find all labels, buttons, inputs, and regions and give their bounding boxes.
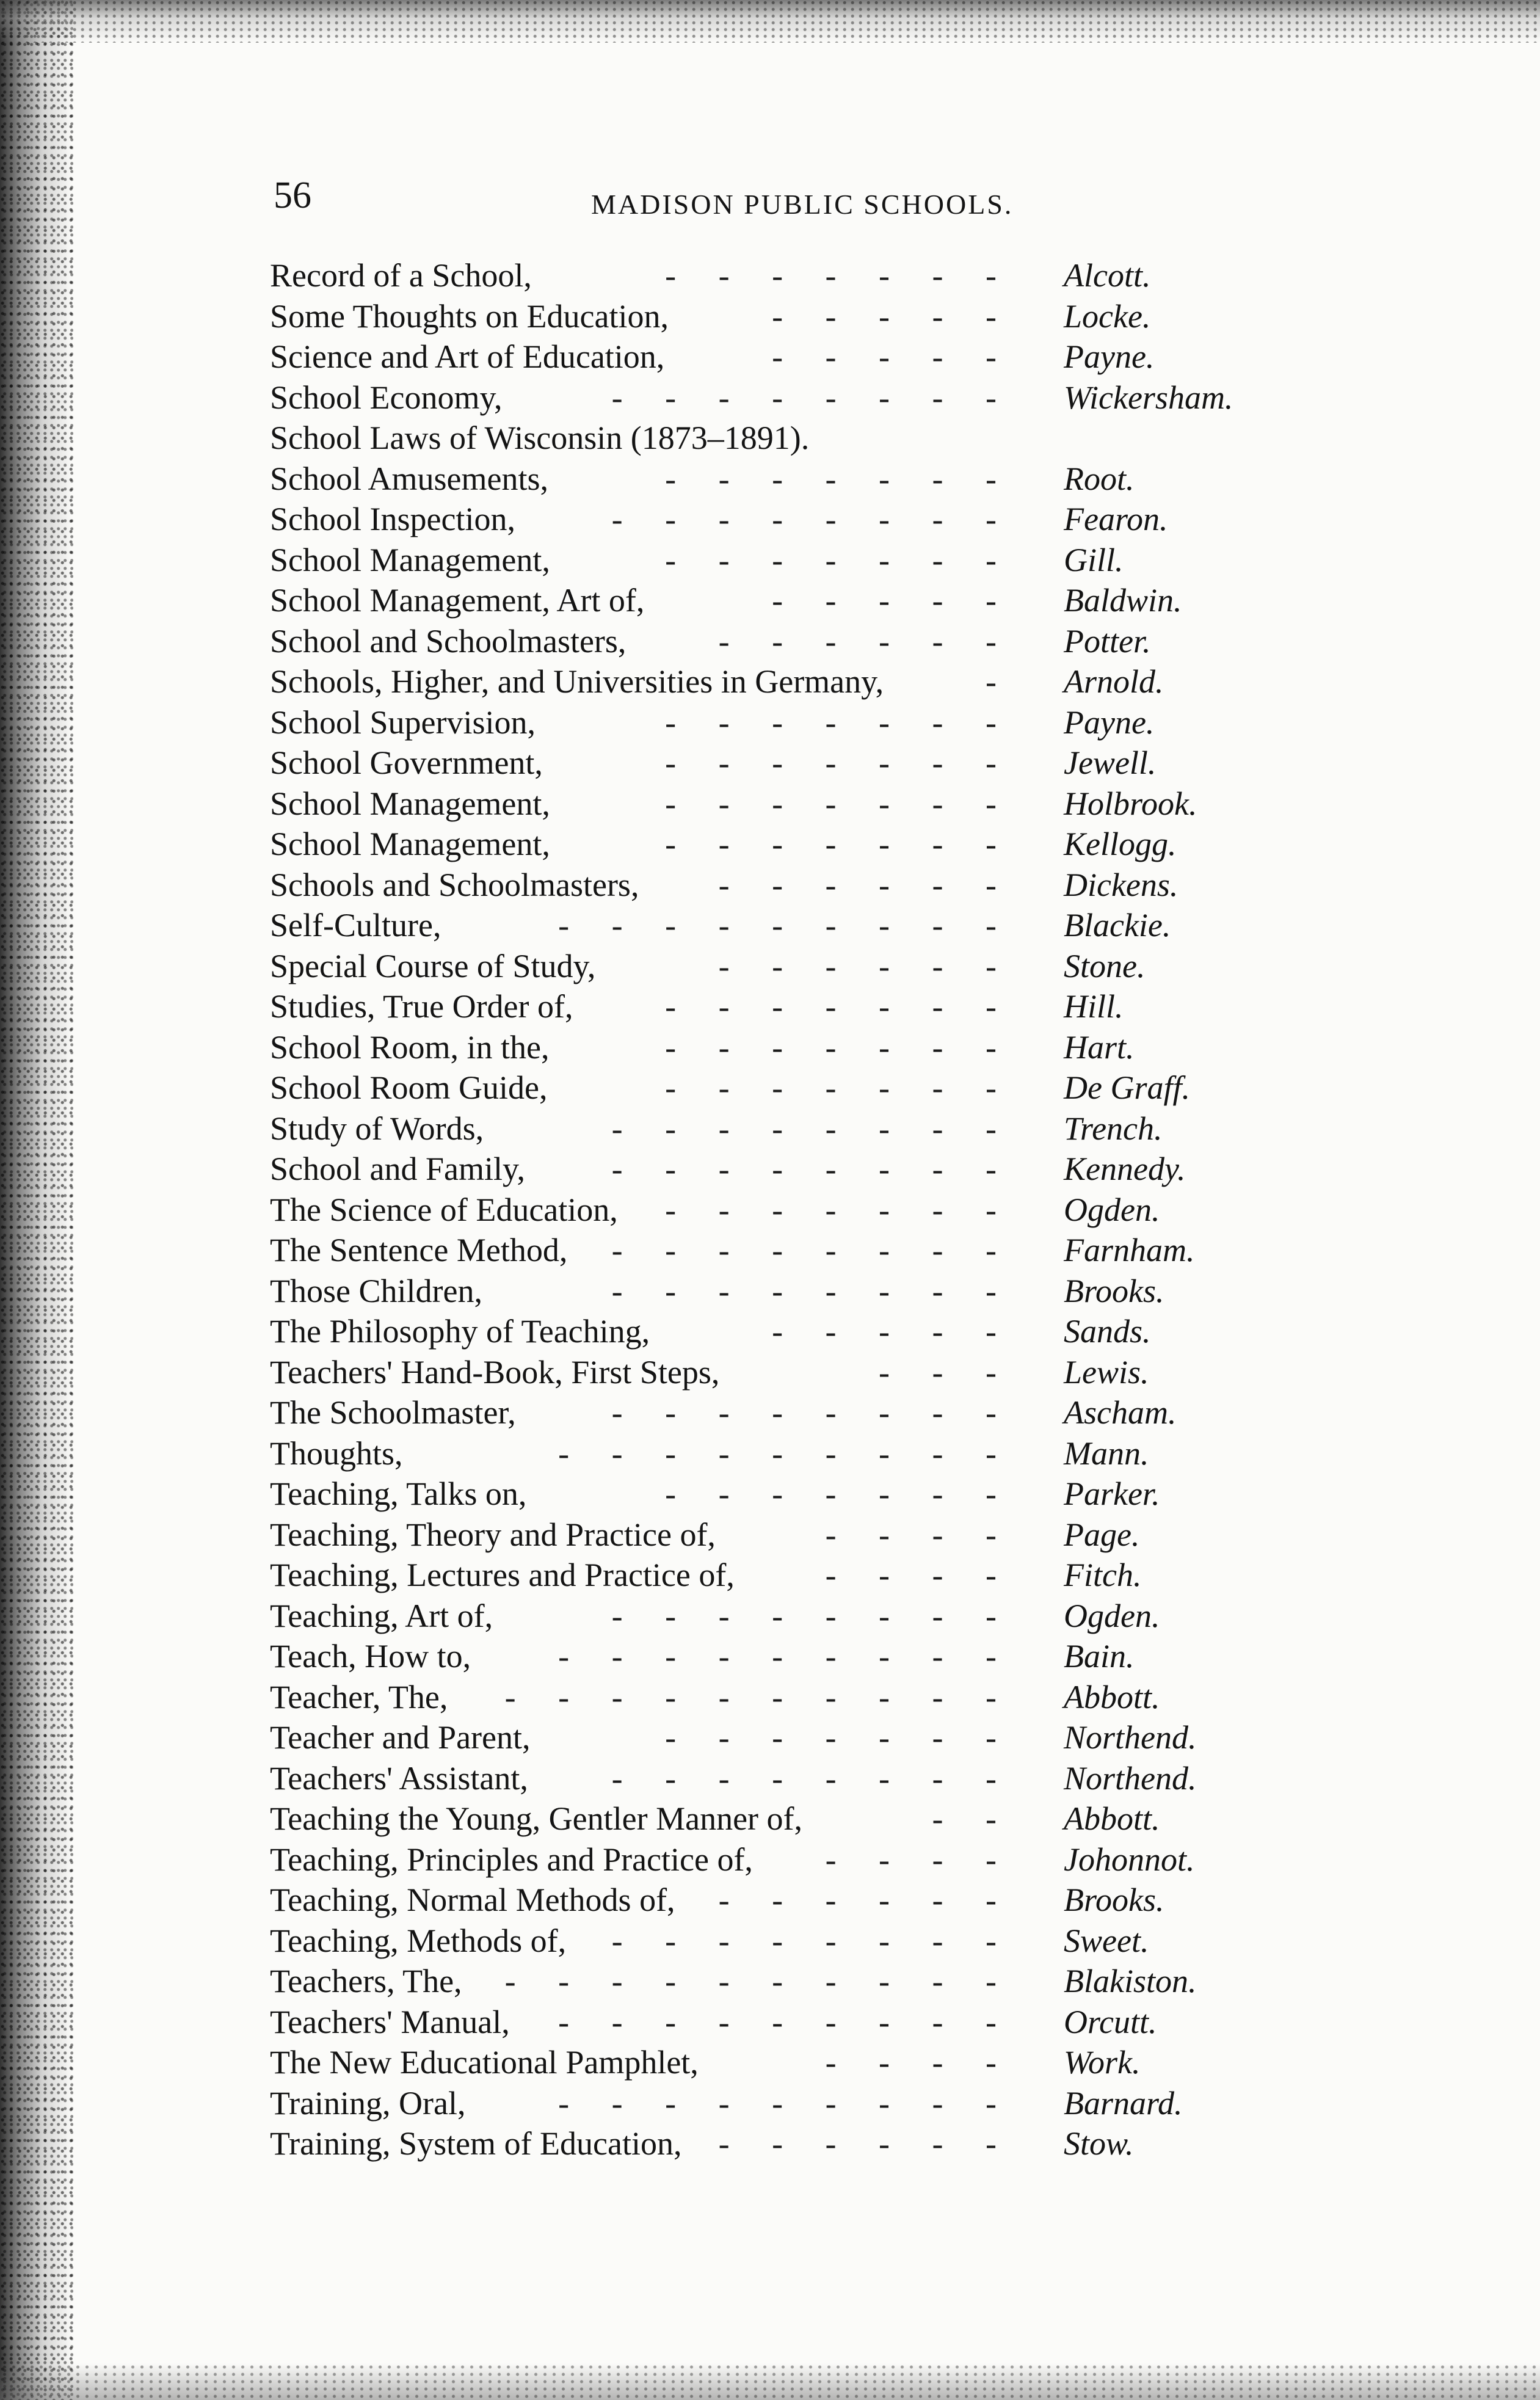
book-title: Study of Words, xyxy=(270,1110,484,1147)
list-item xyxy=(256,540,1295,581)
book-author: Fitch. xyxy=(1064,1557,1142,1593)
book-title: School Management, xyxy=(270,785,550,822)
book-author: Ascham. xyxy=(1064,1394,1177,1431)
dot-leader: - - - - - - - xyxy=(665,1719,1014,1756)
dot-leader: - - - - - - - - - xyxy=(558,1638,1014,1675)
dot-leader: - - - - - xyxy=(772,297,1014,335)
dot-leader: - - - - - - - xyxy=(665,1069,1014,1106)
book-title: Some Thoughts on Education, xyxy=(270,297,669,335)
list-item xyxy=(256,459,1295,500)
list-item xyxy=(256,1636,1295,1677)
dot-leader: - - - - - - - xyxy=(665,988,1014,1025)
list-item xyxy=(256,1677,1295,1718)
book-author: Page. xyxy=(1064,1516,1140,1553)
dot-leader: - - - - - xyxy=(772,1313,1014,1350)
book-title: Teaching, Methods of, xyxy=(270,1922,567,1959)
list-item xyxy=(256,1190,1295,1231)
book-author: Stow. xyxy=(1064,2125,1134,2162)
book-title: Record of a School, xyxy=(270,257,532,294)
book-title: School Supervision, xyxy=(270,704,536,741)
list-item xyxy=(256,1555,1295,1596)
dot-leader: - - - - - - - - - xyxy=(558,2003,1014,2040)
list-item xyxy=(256,1921,1295,1962)
list-item xyxy=(256,2042,1295,2083)
list-item xyxy=(256,702,1295,743)
list-item xyxy=(256,905,1295,946)
book-title: Teaching the Young, Gentler Manner of, xyxy=(270,1800,803,1837)
list-item xyxy=(256,1839,1295,1880)
list-item xyxy=(256,336,1295,377)
list-item xyxy=(256,661,1295,702)
book-title: School Management, Art of, xyxy=(270,582,645,619)
book-author: Arnold. xyxy=(1064,663,1164,700)
book-author: Abbott. xyxy=(1064,1800,1160,1837)
dot-leader: - - - - - - - xyxy=(665,1028,1014,1066)
book-author: Northend. xyxy=(1064,1759,1197,1797)
book-author: Hart. xyxy=(1064,1028,1135,1066)
scan-edge-top xyxy=(0,0,1540,43)
book-author: Bain. xyxy=(1064,1638,1135,1675)
book-author: Kellogg. xyxy=(1064,826,1177,862)
book-author: Blackie. xyxy=(1064,907,1171,944)
dot-leader: - - - - - - - - xyxy=(611,1232,1014,1268)
book-title: School Room, in the, xyxy=(270,1028,550,1066)
dot-leader: - - - - - - - xyxy=(665,744,1014,781)
dot-leader: - - - - - - - xyxy=(665,460,1014,497)
book-title: School and Family, xyxy=(270,1151,525,1187)
list-item xyxy=(256,2123,1295,2164)
dot-leader: - - - - - - xyxy=(718,2125,1014,2162)
dot-leader: - - xyxy=(932,1800,1014,1837)
list-item xyxy=(256,1880,1295,1921)
list-item xyxy=(256,1758,1295,1799)
list-item xyxy=(256,784,1295,824)
dot-leader: - - - - - - - - xyxy=(611,1759,1014,1797)
dot-leader: - - - - xyxy=(825,1516,1014,1553)
dot-leader: - - - - - - - xyxy=(665,704,1014,741)
book-title: Thoughts, xyxy=(270,1435,403,1472)
book-title: Special Course of Study, xyxy=(270,947,596,984)
book-title: Science and Art of Education, xyxy=(270,338,665,375)
dot-leader: - - - - - - - - xyxy=(611,501,1014,537)
book-author: Blakiston. xyxy=(1064,1963,1197,1999)
book-title: School Amusements, xyxy=(270,460,548,497)
book-title: Those Children, xyxy=(270,1272,482,1309)
dot-leader: - - - - - - - xyxy=(665,541,1014,578)
dot-leader: - - - - - xyxy=(772,582,1014,619)
list-item xyxy=(256,1067,1295,1108)
dot-leader: - - - - - - xyxy=(718,622,1014,660)
list-item xyxy=(256,1717,1295,1758)
book-author: Brooks. xyxy=(1064,1272,1164,1309)
dot-leader: - - - xyxy=(879,1353,1014,1391)
dot-leader: - - - - - - - xyxy=(665,1191,1014,1228)
book-author: Barnard. xyxy=(1064,2084,1183,2122)
book-author: Hill. xyxy=(1064,988,1124,1025)
book-title: Teachers' Assistant, xyxy=(270,1759,528,1797)
list-item xyxy=(256,1352,1295,1393)
list-item xyxy=(256,1433,1295,1474)
list-item xyxy=(256,986,1295,1027)
book-title: Self-Culture, xyxy=(270,907,441,944)
list-item xyxy=(256,1515,1295,1555)
book-author: Locke. xyxy=(1064,297,1151,335)
list-item xyxy=(256,1230,1295,1271)
book-title: Training, System of Education, xyxy=(270,2125,682,2162)
dot-leader: - xyxy=(986,663,1014,700)
book-author: Farnham. xyxy=(1064,1232,1195,1268)
list-item xyxy=(256,580,1295,621)
page-number: 56 xyxy=(274,175,311,216)
dot-leader: - - - - - - - - xyxy=(611,1272,1014,1309)
list-item xyxy=(256,377,1295,418)
dot-leader: - - - - - - - - - - xyxy=(504,1678,1014,1715)
book-title: School Inspection, xyxy=(270,501,515,537)
book-title: School Government, xyxy=(270,744,543,781)
dot-leader: - - - - - - xyxy=(718,866,1014,903)
book-title: Teaching, Theory and Practice of, xyxy=(270,1516,716,1553)
list-item xyxy=(256,296,1295,337)
book-author: Stone. xyxy=(1064,947,1146,984)
book-author: Brooks. xyxy=(1064,1882,1164,1918)
list-item xyxy=(256,1027,1295,1068)
book-title: School Room Guide, xyxy=(270,1069,548,1106)
book-author: Payne. xyxy=(1064,704,1155,741)
book-author: Dickens. xyxy=(1064,866,1179,903)
running-title: MADISON PUBLIC SCHOOLS. xyxy=(591,189,1014,220)
list-item xyxy=(256,1108,1295,1149)
book-title: Teaching, Normal Methods of, xyxy=(270,1882,675,1918)
book-title: Teachers, The, xyxy=(270,1963,462,1999)
dot-leader: - - - - - - - - - xyxy=(558,1435,1014,1472)
dot-leader: - - - - - xyxy=(772,338,1014,375)
book-author: Sands. xyxy=(1064,1313,1151,1350)
book-title: School Management, xyxy=(270,541,550,578)
book-author: Orcutt. xyxy=(1064,2003,1157,2040)
book-author: Parker. xyxy=(1064,1475,1160,1512)
book-author: Payne. xyxy=(1064,338,1155,375)
list-item xyxy=(256,1311,1295,1352)
book-title: Schools, Higher, and Universities in Germany, xyxy=(270,663,884,700)
book-author: De Graff. xyxy=(1064,1069,1190,1106)
book-author: Potter. xyxy=(1064,622,1151,660)
book-author: Work. xyxy=(1064,2044,1141,2081)
book-author: Root. xyxy=(1064,460,1135,497)
list-item xyxy=(256,621,1295,662)
book-author: Sweet. xyxy=(1064,1922,1149,1959)
list-item xyxy=(256,2083,1295,2124)
book-title: Teaching, Principles and Practice of, xyxy=(270,1841,753,1878)
dot-leader: - - - - - - - xyxy=(665,1475,1014,1512)
book-author: Alcott. xyxy=(1064,257,1151,294)
list-item xyxy=(256,946,1295,987)
book-author: Abbott. xyxy=(1064,1678,1160,1715)
dot-leader: - - - - - - - xyxy=(665,826,1014,862)
list-item xyxy=(256,2002,1295,2043)
dot-leader: - - - - - - - - xyxy=(611,1151,1014,1187)
book-author: Wickersham. xyxy=(1064,379,1233,416)
book-title: Teaching, Talks on, xyxy=(270,1475,527,1512)
book-list xyxy=(256,255,1295,2164)
list-item xyxy=(256,865,1295,906)
list-item xyxy=(256,1474,1295,1515)
book-author: Lewis. xyxy=(1064,1353,1149,1391)
book-author: Baldwin. xyxy=(1064,582,1182,619)
book-title: Teaching, Lectures and Practice of, xyxy=(270,1557,735,1593)
list-item xyxy=(256,1149,1295,1190)
dot-leader: - - - - - - - - xyxy=(611,1597,1014,1634)
list-item xyxy=(256,255,1295,296)
list-item xyxy=(256,499,1295,540)
book-author: Holbrook. xyxy=(1064,785,1197,822)
list-item xyxy=(256,1798,1295,1839)
dot-leader: - - - - - - - - xyxy=(611,379,1014,416)
list-item xyxy=(256,1596,1295,1637)
dot-leader: - - - - - - xyxy=(718,1882,1014,1918)
book-author: Ogden. xyxy=(1064,1597,1160,1634)
book-author: Mann. xyxy=(1064,1435,1149,1472)
book-title: Training, Oral, xyxy=(270,2084,466,2122)
list-item xyxy=(256,1271,1295,1312)
dot-leader: - - - - xyxy=(825,1841,1014,1878)
book-author: Kennedy. xyxy=(1064,1151,1186,1187)
book-title: School Economy, xyxy=(270,379,503,416)
dot-leader: - - - - - - - xyxy=(665,257,1014,294)
book-author: Northend. xyxy=(1064,1719,1197,1756)
list-item xyxy=(256,1392,1295,1433)
book-author: Gill. xyxy=(1064,541,1124,578)
scan-edge-bottom xyxy=(0,2363,1540,2400)
list-item xyxy=(256,1961,1295,2002)
book-title: School Management, xyxy=(270,826,550,862)
dot-leader: - - - - - - - - - - xyxy=(504,1963,1014,1999)
book-title: Studies, True Order of, xyxy=(270,988,573,1025)
dot-leader: - - - - - - - xyxy=(665,785,1014,822)
book-author: Jewell. xyxy=(1064,744,1157,781)
book-author: Trench. xyxy=(1064,1110,1163,1147)
book-title: Teacher, The, xyxy=(270,1678,448,1715)
dot-leader: - - - - xyxy=(825,2044,1014,2081)
book-author: Johonnot. xyxy=(1064,1841,1195,1878)
book-title: Schools and Schoolmasters, xyxy=(270,866,639,903)
dot-leader: - - - - xyxy=(825,1557,1014,1593)
book-title: Teaching, Art of, xyxy=(270,1597,493,1634)
book-title: The Schoolmaster, xyxy=(270,1394,516,1431)
dot-leader: - - - - - - - - - xyxy=(558,2084,1014,2122)
scan-edge-left xyxy=(0,0,73,2400)
book-title: Teach, How to, xyxy=(270,1638,471,1675)
book-author: Fearon. xyxy=(1064,501,1168,537)
book-title: The Science of Education, xyxy=(270,1191,618,1228)
book-title: The Sentence Method, xyxy=(270,1232,568,1268)
dot-leader: - - - - - - xyxy=(718,947,1014,984)
book-title: School and Schoolmasters, xyxy=(270,622,627,660)
dot-leader: - - - - - - - - - xyxy=(558,907,1014,944)
book-title: Teacher and Parent, xyxy=(270,1719,531,1756)
book-author: Ogden. xyxy=(1064,1191,1160,1228)
list-item xyxy=(256,824,1295,865)
book-title: School Laws of Wisconsin (1873–1891). xyxy=(270,420,810,456)
dot-leader: - - - - - - - - xyxy=(611,1922,1014,1959)
dot-leader: - - - - - - - - xyxy=(611,1394,1014,1431)
book-title: The New Educational Pamphlet, xyxy=(270,2044,699,2081)
book-title: Teachers' Hand-Book, First Steps, xyxy=(270,1353,720,1391)
dot-leader: - - - - - - - - xyxy=(611,1110,1014,1147)
list-item xyxy=(256,418,1295,459)
book-title: Teachers' Manual, xyxy=(270,2003,510,2040)
book-title: The Philosophy of Teaching, xyxy=(270,1313,650,1350)
list-item xyxy=(256,743,1295,784)
